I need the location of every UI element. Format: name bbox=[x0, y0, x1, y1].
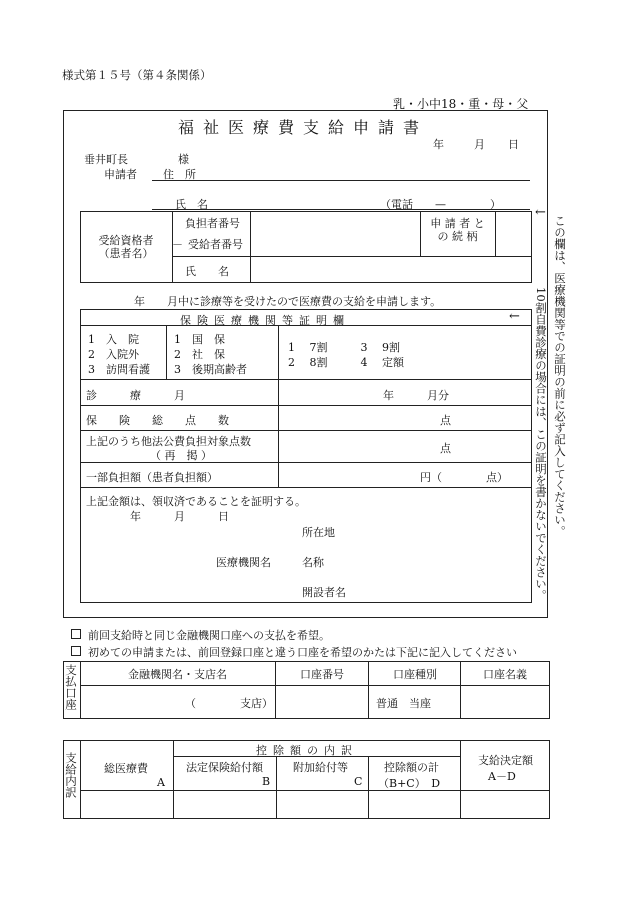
type-a-3: 3 訪問看護 bbox=[88, 363, 150, 376]
category-tags: 乳・小中18・重・母・父 bbox=[393, 97, 529, 111]
side-note-1: この欄は、医療機関等での証明の前に必ず記入してください。 bbox=[553, 215, 567, 537]
public-points-label: 上記のうち他法公費負担対象点数 bbox=[86, 435, 251, 448]
deduction-total-label: 控除額の計 bbox=[384, 761, 439, 774]
address-label: 住 所 bbox=[163, 168, 196, 181]
burden-number-label: 負担者番号 bbox=[185, 217, 240, 230]
checkbox-new-account[interactable] bbox=[71, 646, 81, 656]
date-day: 日 bbox=[508, 138, 519, 151]
type-b-2: 2 社 保 bbox=[174, 348, 225, 361]
relation-label: 申 請 者 と の 続 柄 bbox=[430, 217, 485, 243]
institution-name-label: 名称 bbox=[302, 556, 324, 569]
date-month: 月 bbox=[474, 138, 485, 151]
total-cost-mark: A bbox=[157, 776, 165, 789]
name-line bbox=[152, 209, 530, 210]
dash-label: － bbox=[172, 238, 183, 251]
legal-benefit-mark: B bbox=[262, 775, 271, 788]
bank-header-type: 口座種別 bbox=[393, 668, 437, 681]
deduction-formula: （B+C） D bbox=[378, 777, 441, 790]
payment-formula: A－D bbox=[488, 770, 516, 783]
certify-date: 年 月 日 bbox=[130, 510, 229, 523]
copay-value: 円（ 点） bbox=[420, 471, 508, 484]
cert-header: 保険医療機関等証明欄 bbox=[180, 314, 350, 327]
checkbox-same-account[interactable] bbox=[71, 629, 81, 639]
recipient-number-label: 受給者番号 bbox=[188, 238, 243, 251]
treatment-month-value: 年 月分 bbox=[383, 389, 449, 402]
mayor-sama: 様 bbox=[178, 153, 189, 166]
ratios-row-2: 2 8割 4 定額 bbox=[288, 356, 404, 369]
bank-header-number: 口座番号 bbox=[300, 668, 344, 681]
legal-benefit-label: 法定保険給付額 bbox=[186, 761, 263, 774]
checkbox-new-account-label: 初めての申請または、前回登録口座と違う口座を希望のかたは下記に記入してください bbox=[88, 646, 517, 659]
phone-label: （電話 — ） bbox=[380, 198, 501, 211]
type-a-1: 1 入 院 bbox=[88, 333, 139, 346]
type-a-2: 2 入院外 bbox=[88, 348, 139, 361]
additional-benefit-label: 附加給付等 bbox=[293, 761, 348, 774]
account-types: 普通 当座 bbox=[376, 697, 431, 710]
mayor-label: 垂井町長 bbox=[84, 153, 128, 166]
breakdown-side-label: 支給内訳 bbox=[64, 752, 78, 798]
applicant-label: 申請者 bbox=[104, 168, 137, 181]
total-points-value: 点 bbox=[440, 414, 451, 427]
public-points-sub: （ 再 掲 ） bbox=[150, 449, 212, 462]
public-points-value: 点 bbox=[440, 442, 451, 455]
additional-benefit-mark: C bbox=[354, 775, 363, 788]
form-number: 様式第１５号（第４条関係） bbox=[62, 68, 212, 82]
certify-statement: 上記金額は、領収済であることを証明する。 bbox=[86, 495, 306, 508]
bank-header-holder: 口座名義 bbox=[483, 668, 527, 681]
recipient-name-label: 氏 名 bbox=[185, 265, 229, 278]
treatment-month-label: 診 療 月 bbox=[86, 389, 185, 402]
name-label: 氏 名 bbox=[175, 198, 208, 211]
side-note-2: 10割自費診療の場合には、この証明を書かないでください。 bbox=[534, 287, 548, 601]
bank-header-name: 金融機関名・支店名 bbox=[128, 668, 227, 681]
institution-label: 医療機関名 bbox=[216, 556, 271, 569]
founder-label: 開設者名 bbox=[302, 586, 346, 599]
total-cost-label: 総医療費 bbox=[104, 762, 148, 775]
total-points-label: 保 険 総 点 数 bbox=[86, 414, 229, 427]
date-year: 年 bbox=[433, 138, 444, 151]
type-b-3: 3 後期高齢者 bbox=[174, 363, 247, 376]
deduction-header: 控除額の内訳 bbox=[256, 744, 358, 757]
copay-label: 一部負担額（患者負担額） bbox=[86, 471, 218, 484]
bank-side-label: 支払口座 bbox=[64, 664, 78, 710]
payment-label: 支給決定額 bbox=[478, 754, 533, 767]
type-b-1: 1 国 保 bbox=[174, 333, 225, 346]
address-line bbox=[152, 180, 530, 181]
location-label: 所在地 bbox=[302, 526, 335, 539]
apply-sentence: 年 月中に診療等を受けたので医療費の支給を申請します。 bbox=[134, 295, 442, 308]
form-title: 福祉医療費支給申請書 bbox=[178, 118, 429, 137]
bank-branch: （ 支店） bbox=[185, 697, 273, 710]
arrow-note-2: ← bbox=[509, 309, 520, 324]
checkbox-same-account-label: 前回支給時と同じ金融機関口座への支払を希望。 bbox=[88, 629, 330, 642]
qualifier-label: 受給資格者 （患者名） bbox=[98, 234, 154, 260]
ratios-row-1: 1 7割 3 9割 bbox=[288, 341, 400, 354]
arrow-note-1: ← bbox=[535, 205, 546, 220]
